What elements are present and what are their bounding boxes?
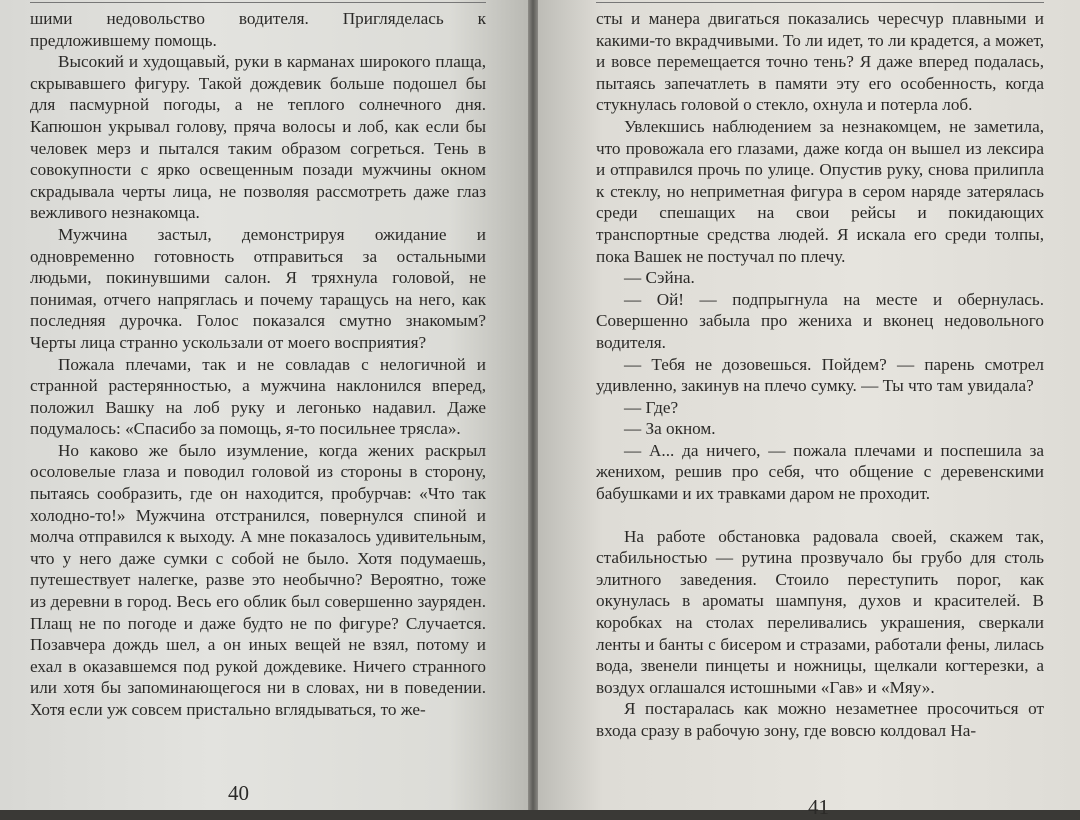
dialogue-line: — Сэйна. xyxy=(624,268,695,288)
left-page-text xyxy=(30,8,486,721)
dialogue-line: — Ой! — подпрыгнула на месте и обернулась. Совершенно забыла про жениха и вконец недовольного водителя. xyxy=(596,289,1044,352)
paragraph: На работе обстановка радовала своей, скажем так, стабильностью — рутина прозвучало бы грубо для столь элитного заведения. Стоило переступить порог, как окунулась в ароматы шампуня, духов и красителей. В коробках на столах переливались украшения, сверкали ленты и банты с бисером и стразами, работали фены, лилась вода, звенели пинцеты и ножницы, щелкали когтерезки, а воздух оглашался истошными «Гав» и «Мяу». xyxy=(596,526,1044,697)
dialogue-line: — А... да ничего, — пожала плечами и поспешила за женихом, решив про себя, что общение с деревенскими бабушками и их травками даром не проходит. xyxy=(596,440,1044,504)
paragraph: шими недовольство водителя. Пригляделась к предложившему помощь. xyxy=(30,9,486,50)
dialogue-line: — Тебя не дозовешься. Пойдем? — парень смотрел удивленно, закинув на плечо сумку. — Ты что там увидала? xyxy=(596,354,1044,396)
dialogue-line: — Где? xyxy=(624,397,679,417)
paragraph: Высокий и худощавый, руки в карманах широкого плаща, скрывавшего фигуру. Такой дождевик больше подошел бы для пасмурной погоды, а не теплого солнечного дня. Капюшон укрывал голову, пряча волосы и лоб, как если бы человек мерз и пытался таким образом согреться. Тень в совокупности с ярко освещенным позади мужчины окном скрадывала черты лица, не позволяя рассмотреть даже глаз вежливого незнакомца. xyxy=(30,52,486,223)
paragraph: Увлекшись наблюдением за незнакомцем, не заметила, что провожала его глазами, даже когда он вышел из лексира и отправился прочь по улице. Опустив руку, снова прилипла к стеклу, но неприметная фигура в сером наряде затерялась среди спешащих на свои рейсы и покидающих транспортные средства людей. Я искала его среди толпы, пока Вашек не постучал по плечу. xyxy=(596,116,1044,266)
paragraph: Мужчина застыл, демонстрируя ожидание и одновременно готовность отправиться за остальными людьми, покинувшими салон. Я тряхнула головой, не понимая, отчего напряглась и почему таращусь на него, как последняя дурочка. Голос показался смутно знакомым? Черты лица странно ускользали от моего восприятия? xyxy=(30,224,486,352)
book-gutter xyxy=(528,0,538,810)
page-number: 40 xyxy=(228,781,249,805)
top-rule xyxy=(596,2,1044,3)
left-page xyxy=(0,0,528,810)
paragraph: Я постаралась как можно незаметнее просочиться от входа сразу в рабочую зону, где вовсю колдовал На- xyxy=(596,699,1044,740)
right-page-text xyxy=(596,8,1044,742)
paragraph: Но каково же было изумление, когда жених раскрыл осоловелые глаза и поводил головой из стороны в сторону, пытаясь сообразить, где он находится, пробурчав: «Что так холодно-то!» Мужчина отстранился, повернулся спиной и молча отправился к выходу. А мне показалось удивительным, что у него даже сумки с собой не было. Хотя подумаешь, путешествует налегке, разве это необычно? Вероятно, тоже из деревни в город. Весь его облик был совершенно зауряден. Плащ не по погоде и даже будто не по фигуре? Случается. Позавчера дождь шел, а он иных вещей не взял, потому и ехал в оказавшемся под рукой дождевике. Ничего странного или хотя бы запоминающегося ни в словах, ни в поведении. Хотя если уж совсем пристально вглядываться, то же- xyxy=(30,440,486,719)
right-page xyxy=(538,0,1080,819)
dialogue-line: — За окном. xyxy=(624,419,716,439)
page-number: 41 xyxy=(808,795,829,819)
paragraph: Пожала плечами, так и не совладав с нелогичной и странной растерянностью, а мужчина наклонился вперед, положил Вашку на лоб руку и легонько надавил. Даже подумалось: «Спасибо за помощь, я-то посильнее трясла». xyxy=(30,354,486,439)
paragraph: сты и манера двигаться показались чересчур плавными и какими-то вкрадчивыми. То ли идет, то ли крадется, а может, и вовсе перемещается точно тень? Я даже вперед подалась, пытаясь запечатлеть в памяти эту его особенность, когда стукнулась головой о стекло, охнула и потерла лоб. xyxy=(596,9,1044,115)
top-rule xyxy=(30,2,486,3)
